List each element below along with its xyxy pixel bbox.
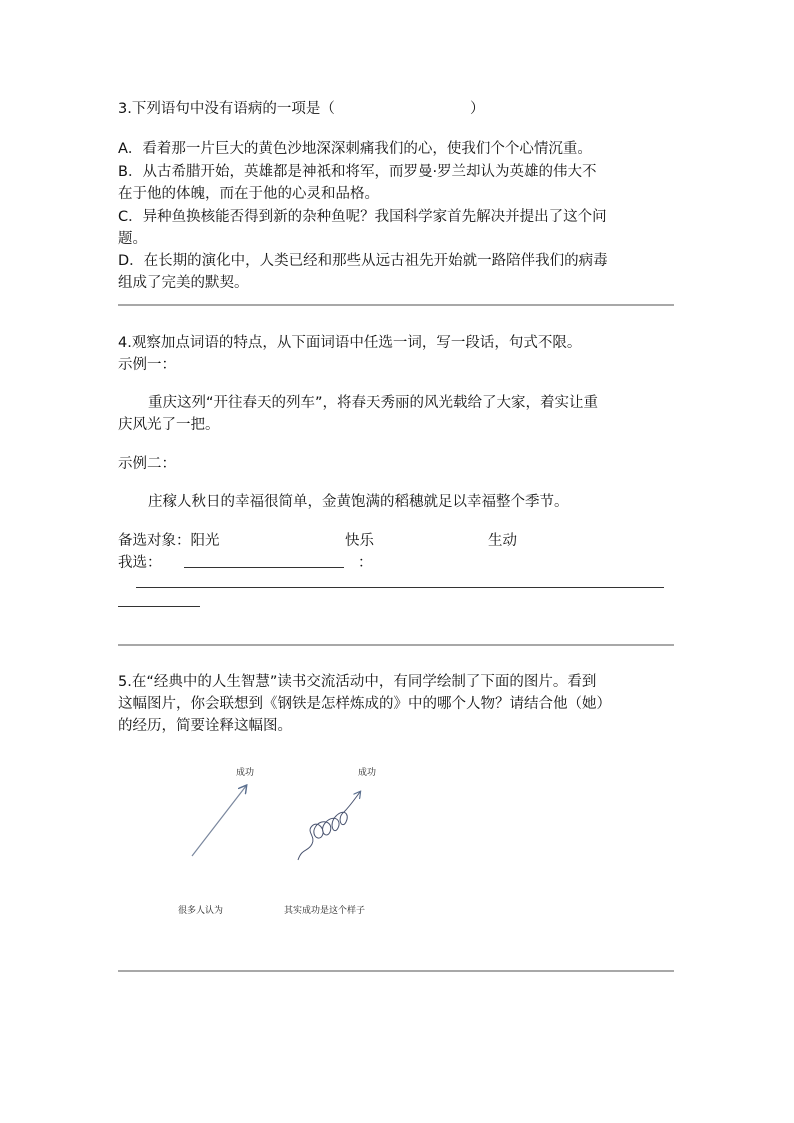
q3-stem-close: ） [470,101,485,117]
q4-example1-line1: 重庆这列“开往春天的列车”，将春天秀丽的风光载给了大家，着实让重 [148,395,599,411]
q3-option-a: A．看着那一片巨大的黄色沙地深深刺痛我们的心，使我们个个心情沉重。 [118,141,592,157]
q3-option-d-line2: 组成了完美的默契。 [118,275,249,291]
q4-example2-text: 庄稼人秋日的幸福很简单，金黄饱满的稻穗就足以幸福整个季节。 [148,494,569,510]
q3-stem: 3.下列语句中没有语病的一项是（ [118,101,335,117]
section-divider [118,970,674,972]
q4-option-happy: 快乐 [345,533,374,549]
q3-option-c-line1: C．异种鱼换核能否得到新的杂种鱼呢？我国科学家首先解决并提出了这个问 [118,209,607,225]
tangled-arrow [298,792,360,860]
q4-option-vivid: 生动 [488,533,517,549]
q4-choose-label: 我选： [118,555,162,571]
q4-example2-label: 示例二： [118,456,176,472]
q4-example1-line2: 庆风光了一把。 [118,417,220,433]
figure-left-caption: 很多人认为 [178,906,224,916]
q3-option-b-line2: 在于他的体魄，而在于他的心灵和品格。 [118,186,379,202]
q4-stem: 4.观察加点词语的特点，从下面词语中任选一词，写一段话，句式不限。 [118,335,582,351]
q3-option-d-line1: D．在长期的演化中，人类已经和那些从远古祖先开始就一路陪伴我们的病毒 [118,253,608,269]
q3-option-c-line2: 题。 [118,231,147,247]
q5-stem-line2: 这幅图片，你会联想到《钢铁是怎样炼成的》中的哪个人物？请结合他（她） [118,696,611,712]
figure-right-caption: 其实成功是这个样子 [284,906,366,916]
q4-colon: ： [358,555,373,571]
q5-stem-line1: 5.在“经典中的人生智慧”读书交流活动中，有同学绘制了下面的图片。看到 [118,674,597,690]
q3-option-b-line1: B．从古希腊开始，英雄都是神祇和将军，而罗曼·罗兰却认为英雄的伟大不 [118,164,597,180]
straight-arrow [192,786,246,856]
q4-example1-label: 示例一： [118,357,176,373]
q4-options-label: 备选对象：阳光 [118,533,220,549]
q5-stem-line3: 的经历，简要诠释这幅图。 [118,718,292,734]
figure-left-top-label: 成功 [236,768,255,778]
figure-right-top-label: 成功 [358,768,377,778]
